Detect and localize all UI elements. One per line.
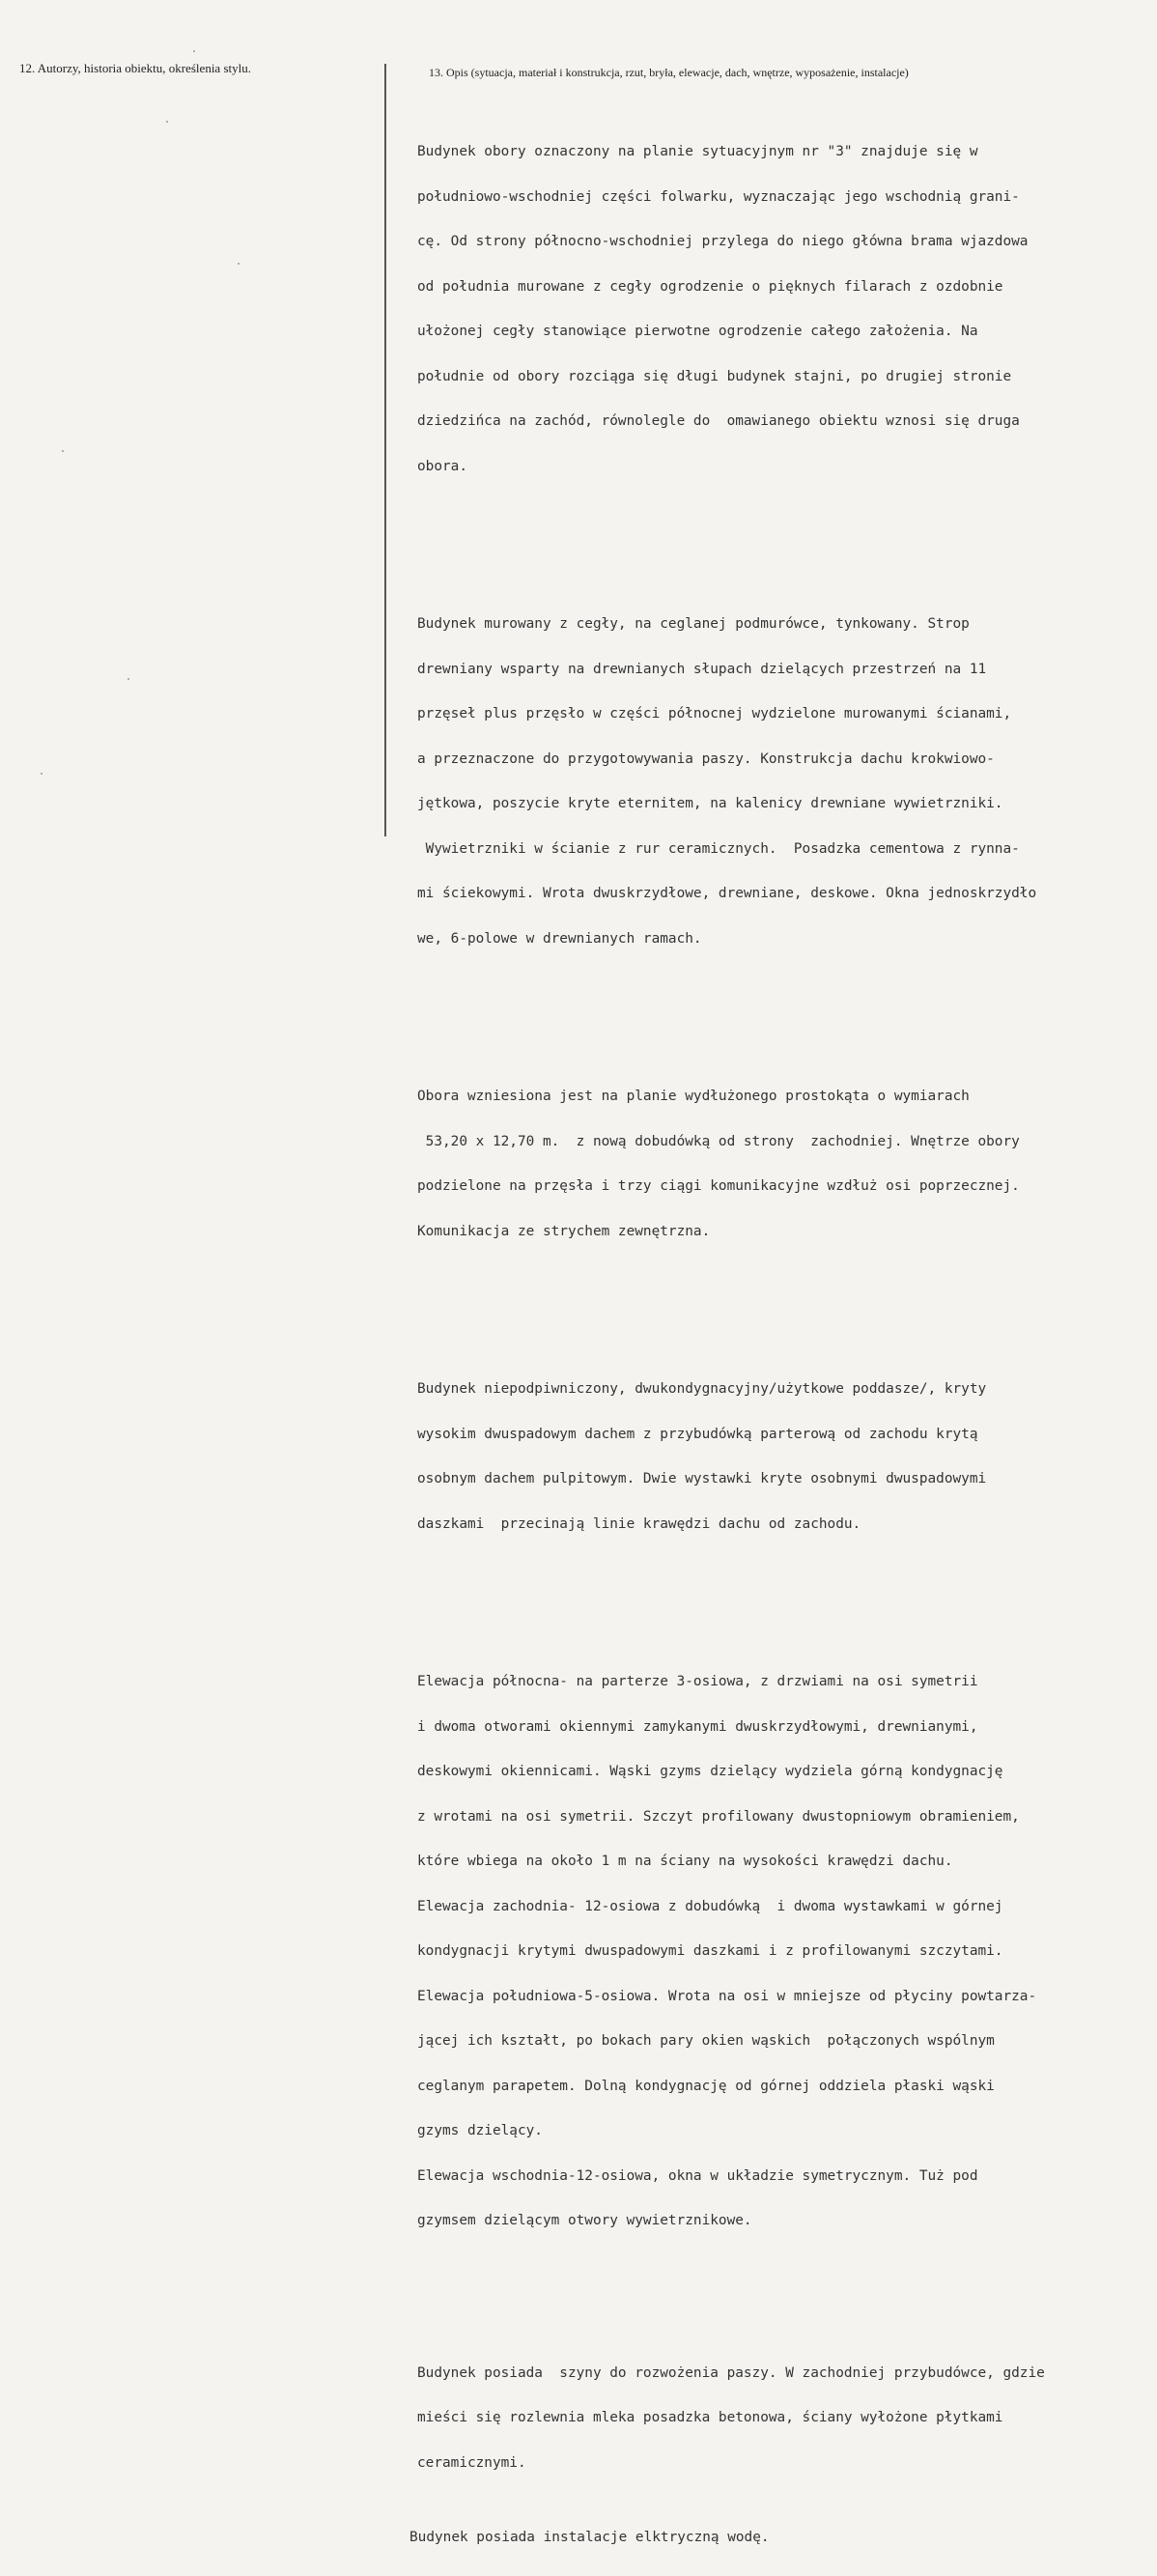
text-line: daszkami przecinają linie krawędzi dachu od zachodu. <box>417 1515 861 1532</box>
paper-speck <box>166 121 168 123</box>
paragraph-plan <box>417 1060 1151 1269</box>
text-line: Elewacja południowa-5-osiowa. Wrota na osi w mniejsze od płyciny powtarza- <box>417 1988 1037 2004</box>
text-line: Budynek murowany z cegły, na ceglanej podmurówce, tynkowany. Strop <box>417 616 970 632</box>
column-divider <box>384 64 386 836</box>
text-line: jącej ich kształt, po bokach pary okien wąskich połączonych wspólnym <box>417 2033 995 2049</box>
text-line: z wrotami na osi symetrii. Szczyt profilowany dwustopniowym obramieniem, <box>417 1808 1020 1825</box>
text-line: Budynek obory oznaczony na planie sytuacyjnym nr "3" znajduje się w <box>417 144 978 159</box>
text-line: ułożonej cegły stanowiące pierwotne ogrodzenie całego założenia. Na <box>417 324 978 339</box>
section-13-heading: 13. Opis (sytuacja, materiał i konstrukcja, rzut, bryła, elewacje, dach, wnętrze, wyposażenie, instalacje) <box>429 66 909 79</box>
paragraph-location <box>417 115 1151 504</box>
text-line: południe od obory rozciąga się długi budynek stajni, po drugiej stronie <box>417 368 1012 384</box>
text-line: dziedzińca na zachód, równolegle do omawianego obiektu wznosi się druga <box>417 413 1020 429</box>
text-line: cę. Od strony północno-wschodniej przylega do niego główna brama wjazdowa <box>417 234 1029 249</box>
text-line: gzymsem dzielącym otwory wywietrznikowe. <box>417 2213 752 2228</box>
text-line: Elewacja wschodnia-12-osiowa, okna w układzie symetrycznym. Tuż pod <box>417 2167 978 2184</box>
text-line: drewniany wsparty na drewnianych słupach dzielących przestrzeń na 11 <box>417 661 987 677</box>
text-line: we, 6-polowe w drewnianych ramach. <box>417 930 702 947</box>
text-line: które wbiega na około 1 m na ściany na wysokości krawędzi dachu. <box>417 1854 953 1869</box>
text-line: od południa murowane z cegły ogrodzenie o pięknych filarach z ozdobnie <box>417 278 1003 295</box>
text-line: podzielone na przęsła i trzy ciągi komunikacyjne wzdłuż osi poprzecznej. <box>417 1178 1020 1194</box>
text-line: ceglanym parapetem. Dolną kondygnację od górnej oddziela płaski wąski <box>417 2078 995 2094</box>
text-line: Elewacja zachodnia- 12-osiowa z dobudówką i dwoma wystawkami w górnej <box>417 1898 1003 1914</box>
paper-speck <box>193 50 195 52</box>
text-line: gzyms dzielący. <box>417 2123 543 2138</box>
text-line: Obora wzniesiona jest na planie wydłużonego prostokąta o wymiarach <box>417 1089 970 1104</box>
paragraph-equipment <box>417 2336 1151 2502</box>
text-line: jętkowa, poszycie kryte eternitem, na kalenicy drewniane wywietrzniki. <box>417 796 1003 811</box>
paper-speck <box>41 773 42 775</box>
text-line: ceramicznymi. <box>417 2454 526 2471</box>
text-line: Budynek posiada szyny do rozwożenia paszy. W zachodniej przybudówce, gdzie <box>417 2364 1045 2381</box>
text-line: Elewacja północna- na parterze 3-osiowa, z drzwiami na osi symetrii <box>417 1674 978 1689</box>
section-12-heading: 12. Autorzy, historia obiektu, określenia stylu. <box>19 61 251 75</box>
text-line: mi ściekowymi. Wrota dwuskrzydłowe, drewniane, deskowe. Okna jednoskrzydło <box>417 886 1037 901</box>
paper-speck <box>238 263 240 265</box>
text-line: mieści się rozlewnia mleka posadzka betonowa, ściany wyłożone płytkami <box>417 2410 1003 2425</box>
text-line: 53,20 x 12,70 m. z nową dobudówką od strony zachodniej. Wnętrze obory <box>417 1133 1020 1149</box>
text-line: i dwoma otworami okiennymi zamykanymi dwuskrzydłowymi, drewnianymi, <box>417 1718 978 1735</box>
paragraph-form <box>417 1352 1151 1562</box>
description-text <box>409 85 1151 2576</box>
installations-line: Budynek posiada instalacje elktryczną wodę. <box>409 2530 770 2545</box>
paragraph-elevations <box>417 1645 1151 2259</box>
text-line: kondygnacji krytymi dwuspadowymi daszkami i z profilowanymi szczytami. <box>417 1943 1003 1959</box>
text-line: Komunikacja ze strychem zewnętrzna. <box>417 1223 711 1239</box>
text-line: deskowymi okiennicami. Wąski gzyms dzielący wydziela górną kondygnację <box>417 1764 1003 1779</box>
paper-speck <box>127 678 129 680</box>
text-line: wysokim dwuspadowym dachem z przybudówką parterową od zachodu krytą <box>417 1426 978 1442</box>
text-line: Budynek niepodpiwniczony, dwukondygnacyjny/użytkowe poddasze/, kryty <box>417 1381 987 1397</box>
text-line: a przeznaczone do przygotowywania paszy. Konstrukcja dachu krokwiowo- <box>417 750 995 767</box>
paper-speck <box>62 450 64 452</box>
text-line: Wywietrzniki w ścianie z rur ceramicznych. Posadzka cementowa z rynna- <box>417 840 1020 857</box>
text-line: osobnym dachem pulpitowym. Dwie wystawki kryte osobnymi dwuspadowymi <box>417 1471 987 1486</box>
text-line: przęseł plus przęsło w części północnej wydzielone murowanymi ścianami, <box>417 706 1012 722</box>
paragraph-construction <box>417 587 1151 977</box>
text-line: południowo-wschodniej części folwarku, wyznaczając jego wschodnią grani- <box>417 188 1020 205</box>
text-line: obora. <box>417 458 467 474</box>
